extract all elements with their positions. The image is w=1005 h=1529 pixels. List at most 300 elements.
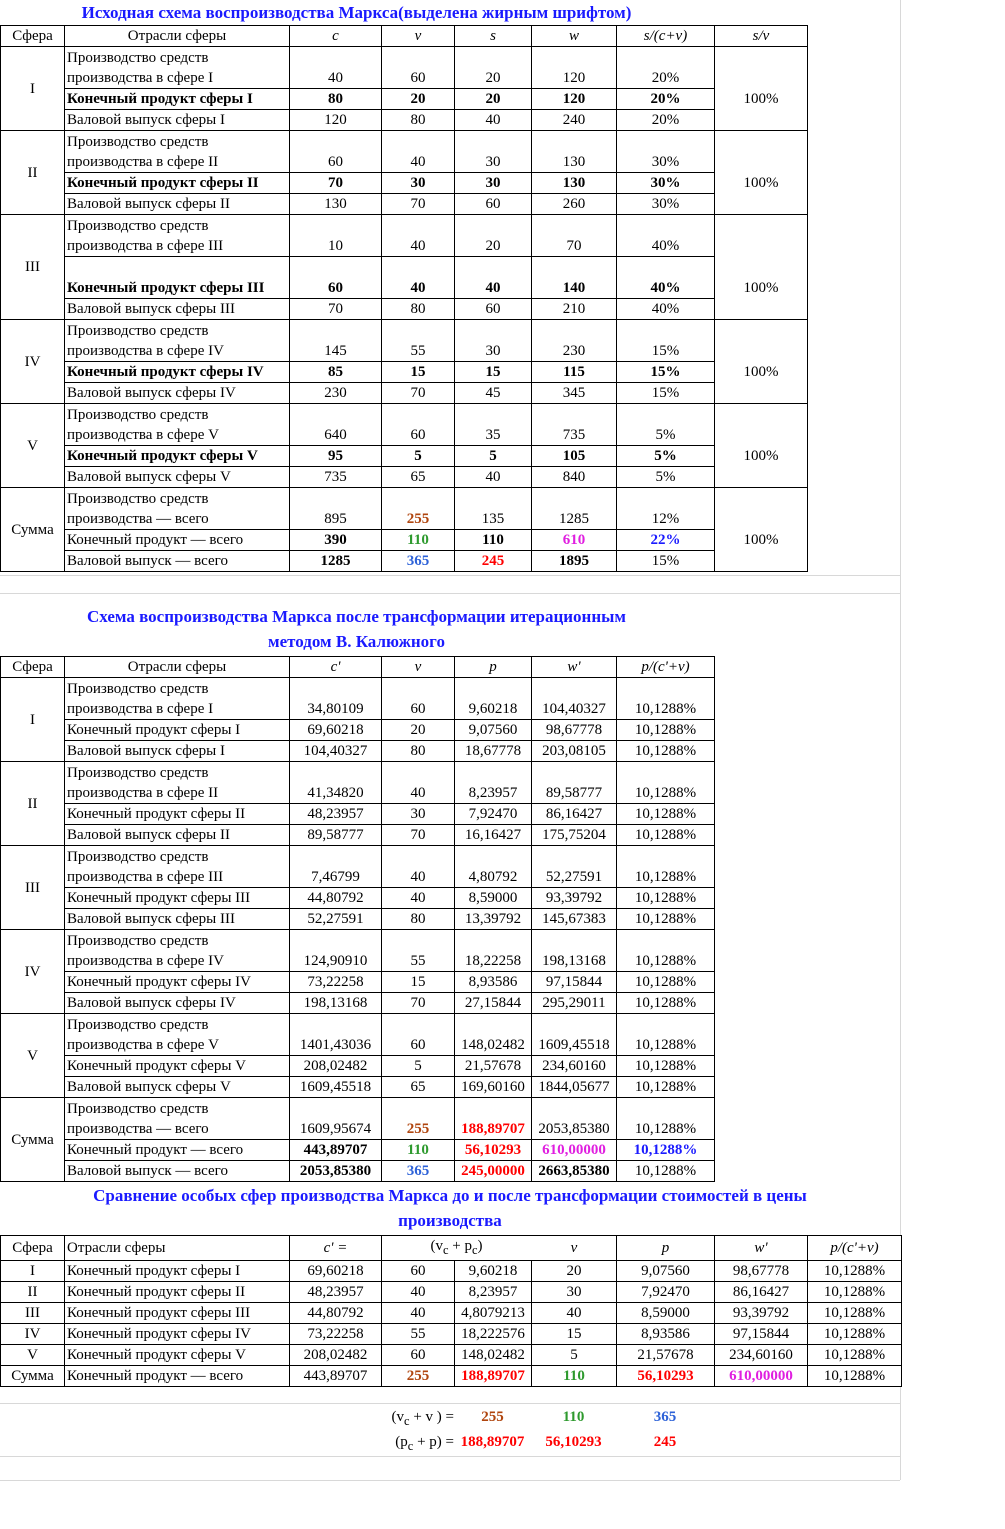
value-cell: 55 [382,930,455,972]
table-row [1,1282,902,1303]
header-cell: Сфера [1,26,65,47]
value-cell: 27,15844 [455,993,532,1014]
value-cell: 20 [382,89,455,110]
value-cell: 230 [532,320,617,362]
value-cell: 41,34820 [290,762,382,804]
value-cell: 230 [290,383,382,404]
value-cell: 60 [382,678,455,720]
value-cell [715,299,808,320]
value-cell: 9,60218 [455,1261,532,1282]
header-cell-vc-pc [382,1236,532,1261]
branch-label: Производство средств производства в сфере IV [65,930,290,972]
value-cell: 7,92470 [617,1282,715,1303]
value-cell: 98,67778 [715,1261,808,1282]
value-cell: 70 [382,825,455,846]
value-cell: 208,02482 [290,1056,382,1077]
table-row [1,215,808,257]
value-cell: 44,80792 [290,888,382,909]
value-cell: 120 [290,110,382,131]
sphere-cell: Сумма [1,488,65,572]
vp-plus: + p [448,1238,472,1254]
value-cell: 52,27591 [290,909,382,930]
branch-label: Валовой выпуск сферы V [65,467,290,488]
value-cell: 145,67383 [532,909,617,930]
value-cell [715,320,808,362]
value-cell: 15% [617,383,715,404]
value-cell: 5% [617,467,715,488]
value-cell: 52,27591 [532,846,617,888]
branch-label: Конечный продукт сферы IV [65,1324,290,1345]
value-cell: 110 [455,530,532,551]
value-cell: 21,57678 [617,1345,715,1366]
value-cell: 443,89707 [290,1140,382,1161]
table3-title-line2: производства [398,1211,502,1230]
header-row [1,1236,902,1261]
formula1-rest: + v ) = [409,1409,454,1425]
value-cell: 12% [617,488,715,530]
value-cell: 148,02482 [455,1345,532,1366]
value-cell: 365 [382,551,455,572]
value-cell [715,110,808,131]
value-cell: 60 [455,194,532,215]
header-cell: s [455,26,532,47]
value-cell: 93,39792 [532,888,617,909]
table-row [1,1366,902,1387]
value-cell: 40% [617,299,715,320]
branch-label: Конечный продукт сферы V [65,446,290,467]
grid-line [0,1480,900,1481]
value-cell: 15 [532,1324,617,1345]
value-cell: 1401,43036 [290,1014,382,1056]
value-cell: 10,1288% [617,972,715,993]
table-row [1,804,715,825]
value-cell: 10,1288% [617,846,715,888]
value-cell: 610,00000 [532,1140,617,1161]
value-cell: 30 [455,131,532,173]
value-cell [715,488,808,530]
sphere-cell: I [1,47,65,131]
branch-label: Производство средств производства — всего [65,1098,290,1140]
table-row [1,930,715,972]
value-cell: 1609,45518 [290,1077,382,1098]
value-cell: 203,08105 [532,741,617,762]
value-cell: 130 [532,173,617,194]
branch-label: Конечный продукт сферы IV [65,362,290,383]
branch-label: Конечный продукт сферы III [65,257,290,299]
branch-label: Конечный продукт сферы V [65,1056,290,1077]
value-cell: 15 [382,972,455,993]
value-cell: 148,02482 [455,1014,532,1056]
value-cell: 345 [532,383,617,404]
branch-label: Валовой выпуск — всего [65,551,290,572]
header-cell: v [382,26,455,47]
value-cell: 4,80792 [455,846,532,888]
value-cell: 5 [532,1345,617,1366]
formula2-value-b: 56,10293 [545,1434,602,1450]
value-cell: 10,1288% [808,1282,902,1303]
value-cell: 8,93586 [617,1324,715,1345]
sphere-cell: IV [1,1324,65,1345]
formula2-label [381,1434,454,1454]
header-cell: w [532,26,617,47]
table-comparison [0,1235,902,1387]
branch-label: Производство средств производства в сфере I [65,678,290,720]
branch-label: Конечный продукт сферы II [65,804,290,825]
value-cell: 70 [290,173,382,194]
table-row [1,110,808,131]
value-cell: 30% [617,173,715,194]
value-cell: 60 [455,299,532,320]
sphere-cell: I [1,1261,65,1282]
value-cell: 295,29011 [532,993,617,1014]
value-cell: 365 [382,1161,455,1182]
branch-label: Конечный продукт сферы IV [65,972,290,993]
branch-label: Валовой выпуск сферы IV [65,993,290,1014]
value-cell: 8,93586 [455,972,532,993]
value-cell: 255 [382,488,455,530]
branch-label: Производство средств производства в сфере IV [65,320,290,362]
branch-label: Валовой выпуск — всего [65,1161,290,1182]
value-cell: 10,1288% [808,1303,902,1324]
value-cell: 10,1288% [617,762,715,804]
value-cell: 40 [382,257,455,299]
value-cell: 1285 [532,488,617,530]
grid-line [0,1403,900,1404]
value-cell: 80 [290,89,382,110]
value-cell: 100% [715,362,808,383]
branch-label: Валовой выпуск сферы II [65,194,290,215]
value-cell: 20% [617,89,715,110]
value-cell: 60 [382,1261,455,1282]
value-cell: 56,10293 [455,1140,532,1161]
value-cell: 15% [617,551,715,572]
header-row [1,657,715,678]
formula2-open: (p [395,1434,408,1450]
branch-label: Производство средств производства в сфере II [65,131,290,173]
header-cell: w' [715,1236,808,1261]
table2-title-line2: методом В. Калюжного [268,632,445,651]
table-row [1,993,715,1014]
formula1-value-b: 110 [562,1409,585,1425]
value-cell: 18,67778 [455,741,532,762]
value-cell: 100% [715,173,808,194]
value-cell: 80 [382,741,455,762]
value-cell: 100% [715,446,808,467]
value-cell: 10,1288% [617,993,715,1014]
table-row [1,299,808,320]
value-cell [715,551,808,572]
value-cell: 124,90910 [290,930,382,972]
value-cell: 5% [617,404,715,446]
value-cell: 60 [290,257,382,299]
value-cell: 40 [382,1282,455,1303]
value-cell: 140 [532,257,617,299]
value-cell: 18,22258 [455,930,532,972]
grid-line [0,575,900,576]
formula1-label [381,1409,454,1429]
value-cell: 1844,05677 [532,1077,617,1098]
table-row [1,446,808,467]
value-cell: 30% [617,194,715,215]
value-cell: 110 [532,1366,617,1387]
value-cell: 13,39792 [455,909,532,930]
header-cell: s/(c+v) [617,26,715,47]
value-cell: 89,58777 [290,825,382,846]
value-cell: 10,1288% [808,1324,902,1345]
value-cell: 60 [382,1345,455,1366]
value-cell: 105 [532,446,617,467]
branch-label: Производство средств производства в сфере II [65,762,290,804]
value-cell: 5% [617,446,715,467]
header-cell: p/(c'+v) [808,1236,902,1261]
value-cell: 5 [455,446,532,467]
value-cell: 70 [382,194,455,215]
value-cell: 40 [382,1303,455,1324]
value-cell: 130 [290,194,382,215]
table-row [1,173,808,194]
value-cell: 9,60218 [455,678,532,720]
value-cell: 10,1288% [808,1261,902,1282]
value-cell: 640 [290,404,382,446]
sphere-cell: II [1,131,65,215]
value-cell: 188,89707 [455,1366,532,1387]
value-cell: 40 [455,257,532,299]
branch-label: Валовой выпуск сферы IV [65,383,290,404]
value-cell: 40 [382,762,455,804]
branch-label: Конечный продукт сферы I [65,1261,290,1282]
header-cell: v [532,1236,617,1261]
table-transformed-scheme [0,656,715,1182]
value-cell: 80 [382,299,455,320]
formula2-value-a: 188,89707 [460,1434,525,1450]
value-cell: 60 [290,131,382,173]
header-cell: c [290,26,382,47]
value-cell: 234,60160 [715,1345,808,1366]
value-cell: 5 [382,446,455,467]
branch-label: Конечный продукт сферы II [65,1282,290,1303]
header-cell: v [382,657,455,678]
value-cell: 97,15844 [532,972,617,993]
table-row [1,741,715,762]
value-cell: 2663,85380 [532,1161,617,1182]
table-row [1,846,715,888]
value-cell: 73,22258 [290,1324,382,1345]
value-cell [715,215,808,257]
header-cell: p [617,1236,715,1261]
value-cell: 70 [290,299,382,320]
formula2-rest: + p) = [413,1434,454,1450]
value-cell: 208,02482 [290,1345,382,1366]
formula1-open: (v [391,1409,405,1425]
value-cell: 10,1288% [617,1056,715,1077]
value-cell: 55 [382,320,455,362]
value-cell: 390 [290,530,382,551]
header-cell: p [455,657,532,678]
branch-label: Производство средств производства в сфере III [65,846,290,888]
value-cell: 8,23957 [455,1282,532,1303]
value-cell: 48,23957 [290,804,382,825]
value-cell: 86,16427 [532,804,617,825]
value-cell: 255 [382,1366,455,1387]
value-cell: 10,1288% [617,804,715,825]
table-row [1,1077,715,1098]
header-cell: p/(c'+v) [617,657,715,678]
table-row [1,1261,902,1282]
value-cell: 15 [382,362,455,383]
value-cell: 86,16427 [715,1282,808,1303]
value-cell: 895 [290,488,382,530]
value-cell: 65 [382,1077,455,1098]
value-cell: 60 [382,47,455,89]
header-cell: Сфера [1,1236,65,1261]
value-cell: 40% [617,215,715,257]
value-cell: 210 [532,299,617,320]
branch-label: Производство средств производства в сфере V [65,1014,290,1056]
value-cell: 30 [455,320,532,362]
value-cell: 20 [455,215,532,257]
value-cell [715,131,808,173]
sphere-cell: IV [1,320,65,404]
value-cell: 610,00000 [715,1366,808,1387]
value-cell: 60 [382,404,455,446]
value-cell: 1285 [290,551,382,572]
value-cell: 735 [532,404,617,446]
value-cell: 10,1288% [617,741,715,762]
value-cell: 40 [455,110,532,131]
value-cell: 10,1288% [617,1077,715,1098]
branch-label: Валовой выпуск сферы II [65,825,290,846]
value-cell: 198,13168 [290,993,382,1014]
value-cell: 610 [532,530,617,551]
value-cell: 10,1288% [617,1161,715,1182]
branch-label: Конечный продукт сферы V [65,1345,290,1366]
vp-close: ) [477,1238,483,1254]
value-cell: 56,10293 [617,1366,715,1387]
value-cell: 65 [382,467,455,488]
table-row [1,909,715,930]
value-cell: 10,1288% [808,1345,902,1366]
branch-label: Производство средств производства — всего [65,488,290,530]
table-row [1,1303,902,1324]
branch-label: Конечный продукт сферы II [65,173,290,194]
value-cell: 100% [715,257,808,299]
value-cell: 30 [532,1282,617,1303]
table-row [1,825,715,846]
value-cell: 93,39792 [715,1303,808,1324]
value-cell: 97,15844 [715,1324,808,1345]
branch-label: Валовой выпуск сферы V [65,1077,290,1098]
value-cell: 20 [455,89,532,110]
sphere-cell: V [1,404,65,488]
table-row [1,1161,715,1182]
value-cell: 95 [290,446,382,467]
value-cell: 10,1288% [617,720,715,741]
sphere-cell: II [1,1282,65,1303]
value-cell: 20 [382,720,455,741]
table-row [1,1324,902,1345]
header-cell: c' [290,657,382,678]
table-row [1,1014,715,1056]
value-cell: 115 [532,362,617,383]
value-cell: 30 [382,173,455,194]
sphere-cell: III [1,846,65,930]
value-cell: 130 [532,131,617,173]
sphere-cell: V [1,1014,65,1098]
value-cell [715,194,808,215]
value-cell: 2053,85380 [532,1098,617,1140]
value-cell: 40% [617,257,715,299]
branch-label: Конечный продукт сферы III [65,1303,290,1324]
table-row [1,678,715,720]
value-cell: 45 [455,383,532,404]
table-row [1,131,808,173]
value-cell: 70 [532,215,617,257]
value-cell: 1609,95674 [290,1098,382,1140]
value-cell: 22% [617,530,715,551]
value-cell: 20% [617,47,715,89]
value-cell: 10 [290,215,382,257]
value-cell: 10,1288% [617,1014,715,1056]
header-cell: c' = [290,1236,382,1261]
branch-label: Конечный продукт сферы III [65,888,290,909]
header-row [1,26,808,47]
value-cell: 15% [617,362,715,383]
table-row [1,530,808,551]
value-cell: 9,07560 [617,1261,715,1282]
header-cell: Отрасли сферы [65,1236,290,1261]
branch-label: Производство средств производства в сфере III [65,215,290,257]
vp-sub-v: c [442,1243,449,1257]
table1-title: Исходная схема воспроизводства Маркса(выделена жирным шрифтом) [81,3,632,22]
value-cell: 30 [455,173,532,194]
formula1-value-c: 365 [653,1409,677,1425]
value-cell: 21,57678 [455,1056,532,1077]
value-cell: 40 [290,47,382,89]
table-row [1,1140,715,1161]
value-cell: 48,23957 [290,1282,382,1303]
value-cell: 110 [382,1140,455,1161]
value-cell: 245,00000 [455,1161,532,1182]
value-cell: 169,60160 [455,1077,532,1098]
value-cell: 10,1288% [808,1366,902,1387]
table-row [1,972,715,993]
header-cell: s/v [715,26,808,47]
value-cell: 20 [455,47,532,89]
value-cell [715,404,808,446]
formula2-value-c: 245 [653,1434,677,1450]
sphere-cell: III [1,215,65,320]
value-cell: 30 [382,804,455,825]
header-cell: Отрасли сферы [65,26,290,47]
sphere-cell: II [1,762,65,846]
sphere-cell: IV [1,930,65,1014]
value-cell: 1609,45518 [532,1014,617,1056]
value-cell: 10,1288% [617,1140,715,1161]
table-row [1,320,808,362]
value-cell: 7,92470 [455,804,532,825]
value-cell: 7,46799 [290,846,382,888]
value-cell: 4,8079213 [455,1303,532,1324]
value-cell: 98,67778 [532,720,617,741]
value-cell: 145 [290,320,382,362]
value-cell: 110 [382,530,455,551]
vp-sub-p: c [471,1243,478,1257]
value-cell: 30% [617,131,715,173]
value-cell: 8,23957 [455,762,532,804]
value-cell: 70 [382,383,455,404]
value-cell: 44,80792 [290,1303,382,1324]
sphere-cell: V [1,1345,65,1366]
